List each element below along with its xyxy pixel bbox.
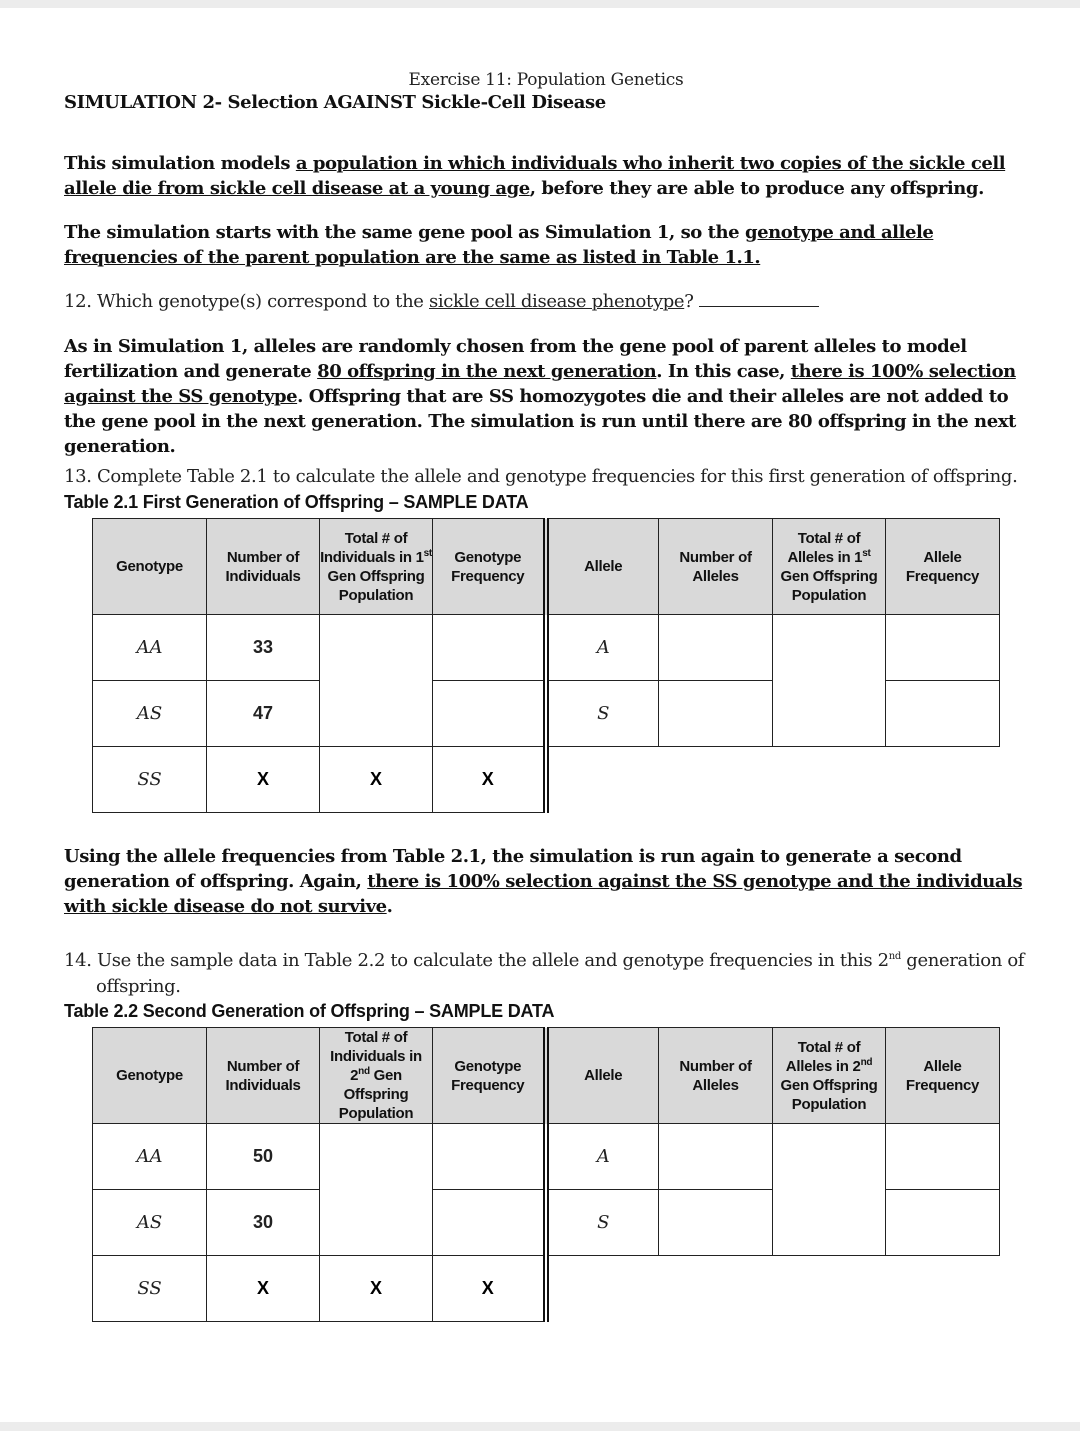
text: 12. Which genotype(s) correspond to the (64, 291, 429, 312)
page-header: Exercise 11: Population Genetics (408, 70, 684, 90)
count-cell: 33 (207, 615, 320, 681)
superscript: nd (888, 951, 901, 962)
number-alleles-input[interactable] (659, 1124, 773, 1190)
simulation-paragraph (64, 334, 1044, 459)
header-allele: Allele (546, 519, 659, 615)
allele-frequency-input[interactable] (886, 615, 1000, 681)
header-number-individuals: Number of Individuals (207, 519, 320, 615)
table-header-row (93, 1028, 1000, 1124)
simulation-title: SIMULATION 2- Selection AGAINST Sickle-Cell Disease (64, 92, 606, 113)
count-cell: 50 (207, 1124, 320, 1190)
text: ? (684, 291, 694, 312)
text: The simulation starts with the same gene pool as Simulation 1, so the (64, 222, 745, 243)
table-2-1 (92, 518, 1000, 813)
header-genotype: Genotype (93, 519, 207, 615)
genotype-cell: AS (93, 681, 207, 747)
genotype-frequency-input[interactable] (433, 681, 546, 747)
header-total-alleles (773, 519, 886, 615)
header-allele: Allele (546, 1028, 659, 1124)
text: , before they are able to produce any offspring. (529, 178, 984, 199)
number-alleles-input[interactable] (659, 1190, 773, 1256)
text: generation of (900, 950, 1025, 971)
count-cell: 47 (207, 681, 320, 747)
worksheet-page (0, 8, 1080, 1422)
underlined-text: there is 100% selection against the SS genotype and the individuals with sickle disease do not survive (64, 871, 1023, 917)
text: As in Simulation 1, alleles are randomly chosen from the gene pool of parent alleles to model fertilization and generate (64, 336, 967, 382)
total-individuals-input[interactable] (320, 615, 433, 747)
header-total-individuals (320, 1028, 433, 1124)
text: This simulation models (64, 153, 296, 174)
header-genotype-frequency: Genotype Frequency (433, 1028, 546, 1124)
header-total-individuals (320, 519, 433, 615)
question-12 (64, 288, 1044, 315)
text: . In this case, (656, 361, 791, 382)
second-run-paragraph (64, 844, 1044, 919)
table-row (93, 1124, 1000, 1190)
genotype-cell: AS (93, 1190, 207, 1256)
table-2-2-caption: Table 2.2 Second Generation of Offspring – SAMPLE DATA (64, 1001, 555, 1021)
genotype-cell: AA (93, 1124, 207, 1190)
header-total-alleles (773, 1028, 886, 1124)
question-14-continued: offspring. (96, 976, 181, 997)
text: Gen Offspring Population (327, 567, 425, 604)
text: Total # of Individuals in 1 (320, 529, 424, 566)
number-alleles-input[interactable] (659, 615, 773, 681)
x-mark: X (320, 1256, 433, 1322)
x-mark: X (433, 1256, 546, 1322)
text: Using the allele frequencies from Table 2.1, the simulation is run again to generate a second generation of offspring. Again, (64, 846, 962, 892)
table-2-1-caption: Table 2.1 First Generation of Offspring – SAMPLE DATA (64, 492, 529, 512)
question-13: 13. Complete Table 2.1 to calculate the allele and genotype frequencies for this first generation of offspring. (64, 466, 1018, 487)
total-individuals-input[interactable] (320, 1124, 433, 1256)
allele-frequency-input[interactable] (886, 1124, 1000, 1190)
genotype-cell: SS (93, 747, 207, 813)
text: Total # of Alleles in 1 (787, 529, 863, 566)
underlined-text: sickle cell disease phenotype (429, 291, 685, 312)
genotype-frequency-input[interactable] (433, 1190, 546, 1256)
header-genotype: Genotype (93, 1028, 207, 1124)
total-alleles-input[interactable] (773, 1124, 886, 1256)
underlined-text: genotype and allele frequencies of the parent population are the same as listed in Table 1.1. (64, 222, 934, 268)
underlined-text: 80 offspring in the next generation (317, 361, 657, 382)
allele-cell: A (546, 1124, 659, 1190)
text: . Offspring that are SS homozygotes die and their alleles are not added to the gene pool in the next generation. The simulation is run until there are 80 offspring in the next generation. (64, 386, 1016, 457)
gene-pool-paragraph (64, 220, 1044, 270)
header-number-alleles: Number of Alleles (659, 519, 773, 615)
count-cell: 30 (207, 1190, 320, 1256)
genotype-cell: SS (93, 1256, 207, 1322)
genotype-frequency-input[interactable] (433, 1124, 546, 1190)
text: Gen Offspring Population (780, 567, 878, 604)
underlined-text: a population in which individuals who inherit two copies of the sickle cell allele die from sickle cell disease at a young age (64, 153, 1006, 199)
allele-cell: S (546, 681, 659, 747)
text: Gen Offspring Population (338, 1067, 414, 1122)
genotype-cell: AA (93, 615, 207, 681)
allele-frequency-input[interactable] (886, 681, 1000, 747)
text: 14. Use the sample data in Table 2.2 to calculate the allele and genotype frequencies in this 2 (64, 950, 889, 971)
text: . (386, 896, 393, 917)
text: Total # of Individuals in 2 (330, 1029, 422, 1084)
superscript: nd (860, 1056, 873, 1068)
question-14 (64, 948, 1044, 974)
intro-paragraph (64, 151, 1044, 201)
answer-blank[interactable] (699, 288, 819, 307)
superscript: nd (358, 1066, 370, 1077)
allele-cell: S (546, 1190, 659, 1256)
text: Gen Offspring Population (780, 1076, 878, 1113)
underlined-text: there is 100% selection against the SS genotype (64, 361, 1016, 407)
header-allele-frequency: Allele Frequency (886, 519, 1000, 615)
empty-area (546, 1256, 1000, 1322)
allele-cell: A (546, 615, 659, 681)
text: Total # of Alleles in 2 (785, 1038, 861, 1075)
header-genotype-frequency: Genotype Frequency (433, 519, 546, 615)
x-mark: X (207, 1256, 320, 1322)
x-mark: X (320, 747, 433, 813)
table-2-2 (92, 1027, 1000, 1322)
header-number-alleles: Number of Alleles (659, 1028, 773, 1124)
number-alleles-input[interactable] (659, 681, 773, 747)
table-row (93, 747, 1000, 813)
table-row (93, 1256, 1000, 1322)
x-mark: X (207, 747, 320, 813)
header-number-individuals: Number of Individuals (207, 1028, 320, 1124)
total-alleles-input[interactable] (773, 615, 886, 747)
superscript: st (423, 547, 432, 559)
genotype-frequency-input[interactable] (433, 615, 546, 681)
table-row (93, 615, 1000, 681)
x-mark: X (433, 747, 546, 813)
table-header-row (93, 519, 1000, 615)
header-allele-frequency: Allele Frequency (886, 1028, 1000, 1124)
empty-area (546, 747, 1000, 813)
superscript: st (862, 547, 871, 559)
allele-frequency-input[interactable] (886, 1190, 1000, 1256)
